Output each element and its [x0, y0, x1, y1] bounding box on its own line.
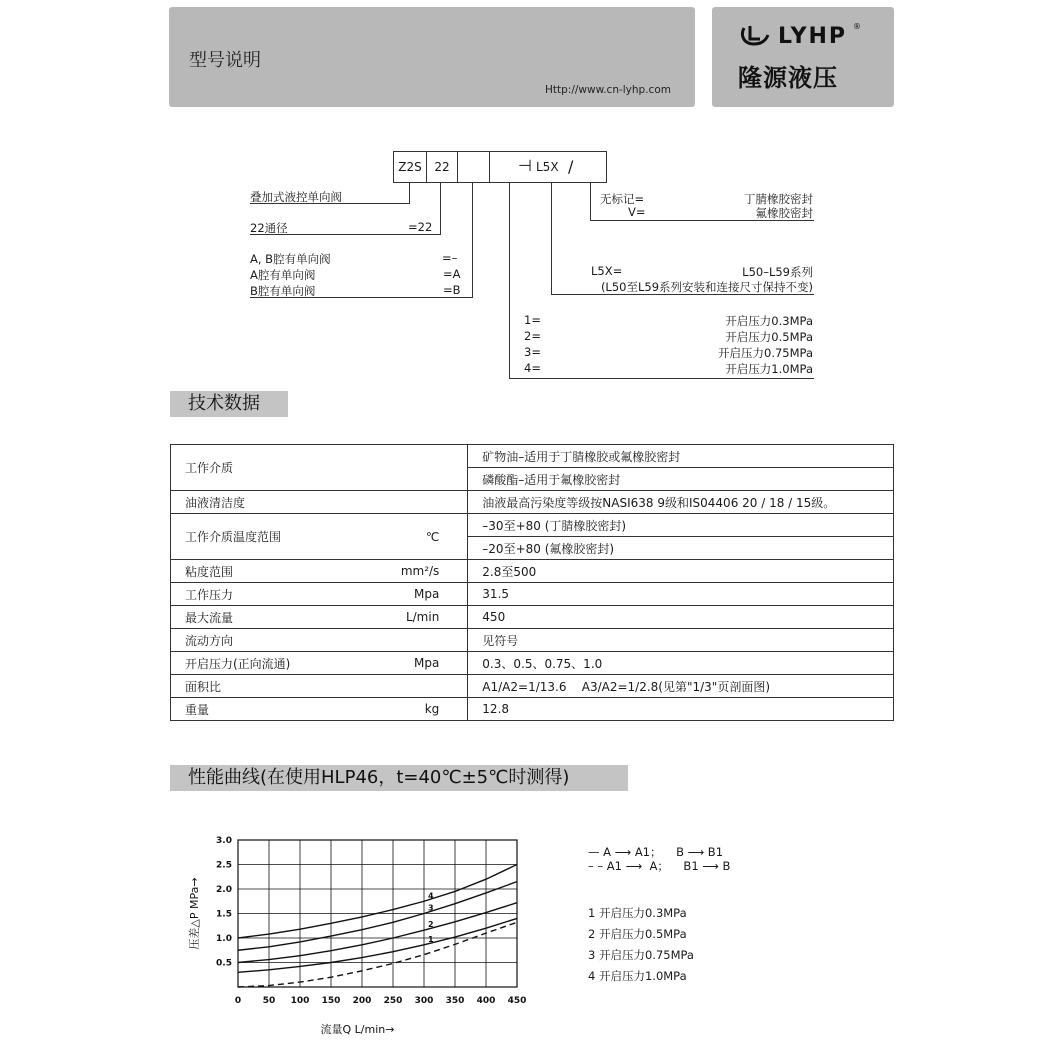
x-tick-label: 150	[321, 996, 341, 1006]
label-seal-v-val: 氟橡胶密封	[755, 206, 813, 220]
table-row	[171, 652, 894, 675]
code-box-z2s: Z2S	[393, 151, 427, 183]
y-tick-label: 2.5	[216, 860, 232, 871]
cell-temp-v2: –20至+80 (氟橡胶密封)	[468, 537, 894, 560]
cell-clean-v: 油液最高污染度等级按NASI638 9级和IS04406 20 / 18 / 15级。	[468, 491, 894, 514]
code-box-separator-icon: ⊣	[518, 156, 532, 175]
label-pressure-val-1: 开启压力0.3MPa	[725, 314, 813, 328]
label-pressure-key-1: 1=	[524, 313, 541, 327]
cell-visc-v: 2.8至500	[468, 560, 894, 583]
x-tick-label: 450	[507, 996, 527, 1006]
cell-open-v: 0.3、0.5、0.75、1.0	[468, 652, 894, 675]
logo-chinese-name: 隆源液压	[738, 64, 838, 92]
legend-item-3: 3 开启压力0.75MPa	[588, 948, 694, 962]
cell-press-name: 工作压力 Mpa	[171, 583, 468, 606]
legend-item-4: 4 开启压力1.0MPa	[588, 969, 687, 983]
label-ab-value: =–	[442, 251, 458, 265]
x-tick-label: 100	[290, 996, 310, 1006]
leader-series-v	[551, 182, 552, 294]
series-label-2: 2	[428, 920, 434, 930]
cell-dir-v: 见符号	[468, 629, 894, 652]
legend-flow-a: — A ⟶ A1； B ⟶ B1	[588, 845, 724, 859]
cell-visc-name: 粘度范围 mm²/s	[171, 560, 468, 583]
series-label-4: 4	[428, 891, 434, 901]
cell-area-v: A1/A2=1/13.6 A3/A2=1/2.8(见第"1/3"页剖面图)	[468, 675, 894, 698]
table-row	[171, 491, 894, 514]
legend-item-2: 2 开启压力0.5MPa	[588, 927, 687, 941]
code-box-series-label: L5X	[536, 160, 559, 174]
table-row	[171, 445, 894, 468]
performance-chart	[180, 825, 540, 1035]
cell-press-v: 31.5	[468, 583, 894, 606]
leader-check-v	[472, 182, 473, 297]
y-tick-label: 0.5	[216, 958, 232, 969]
label-series-val: L50–L59系列	[742, 265, 813, 279]
label-valve-type: 叠加式液控单向阀	[250, 190, 342, 204]
y-tick-label: 1.0	[216, 934, 232, 944]
x-tick-label: 250	[383, 996, 403, 1006]
page-title: 型号说明	[189, 50, 261, 71]
label-pressure-key-2: 2=	[524, 329, 541, 343]
logo-swirl-icon	[738, 22, 778, 48]
cell-weight-unit: kg	[424, 702, 440, 716]
label-b-check: B腔有单向阀	[250, 284, 316, 298]
table-row	[171, 583, 894, 606]
label-pressure-val-2: 开启压力0.5MPa	[725, 330, 813, 344]
section-heading-tech: 技术数据	[170, 391, 288, 417]
table-row	[171, 698, 894, 721]
legend-item-1: 1 开启压力0.3MPa	[588, 906, 687, 920]
cell-dir-name: 流动方向	[171, 629, 468, 652]
x-tick-label: 300	[414, 996, 434, 1006]
x-tick-label: 0	[234, 996, 242, 1006]
code-box-slash-icon: /	[568, 157, 574, 176]
label-pressure-key-3: 3=	[524, 345, 541, 359]
cell-open-name: 开启压力(正向流通) Mpa	[171, 652, 468, 675]
company-logo	[738, 22, 847, 49]
tech-data-table	[170, 444, 894, 721]
table-row	[171, 629, 894, 652]
leader-pressure-h	[509, 378, 814, 379]
cell-flow-unit: L/min	[405, 610, 440, 624]
label-seal-none-key: 无标记=	[600, 192, 645, 206]
registered-mark-icon: ®	[853, 22, 861, 31]
label-bore-value: =22	[408, 220, 433, 234]
table-row	[171, 606, 894, 629]
series-label-3: 3	[428, 903, 434, 913]
label-series-key: L5X=	[591, 264, 623, 278]
cell-flow-name: 最大流量 L/min	[171, 606, 468, 629]
label-pressure-val-4: 开启压力1.0MPa	[725, 362, 813, 376]
label-a-check: A腔有单向阀	[250, 268, 316, 282]
code-box-series	[489, 151, 607, 183]
cell-weight-name: 重量 kg	[171, 698, 468, 721]
label-bore: 22通径	[250, 221, 288, 235]
cell-medium-v1: 矿物油–适用于丁腈橡胶或氟橡胶密封	[468, 445, 894, 468]
label-series-note: (L50至L59系列安装和连接尺寸保持不变)	[600, 280, 813, 294]
x-tick-label: 200	[352, 996, 372, 1006]
y-tick-label: 2.0	[216, 885, 232, 895]
cell-clean-name: 油液清洁度	[171, 491, 468, 514]
section-heading-perf: 性能曲线(在使用HLP46，t=40℃±5℃时测得)	[170, 765, 628, 791]
code-box-check	[457, 151, 490, 183]
cell-temp-unit: ℃	[425, 529, 440, 544]
x-tick-label: 400	[476, 996, 496, 1006]
leader-seal-v	[590, 182, 591, 220]
y-tick-label: 3.0	[216, 836, 232, 846]
x-axis-label: 流量Q L/min→	[320, 1023, 395, 1035]
x-tick-label: 50	[262, 996, 276, 1006]
table-row	[171, 675, 894, 698]
label-pressure-key-4: 4=	[524, 361, 541, 375]
y-tick-label: 1.5	[216, 909, 232, 920]
label-b-value: =B	[443, 283, 461, 297]
x-tick-label: 350	[445, 996, 465, 1006]
leader-pressure-v	[509, 182, 510, 378]
cell-temp-v1: –30至+80 (丁腈橡胶密封)	[468, 514, 894, 537]
cell-weight-v: 12.8	[468, 698, 894, 721]
cell-medium-name: 工作介质	[171, 445, 468, 491]
website-url[interactable]: Http://www.cn-lyhp.com	[545, 84, 671, 96]
logo-latin-text: LYHP	[778, 24, 848, 49]
leader-z2s-v	[409, 182, 410, 203]
label-pressure-val-3: 开启压力0.75MPa	[718, 346, 813, 360]
label-seal-v-key: V=	[628, 205, 646, 219]
cell-area-name: 面积比	[171, 675, 468, 698]
cell-visc-unit: mm²/s	[400, 564, 440, 578]
cell-press-unit: Mpa	[413, 587, 440, 601]
leader-22-v	[440, 182, 441, 234]
cell-open-unit: Mpa	[413, 656, 440, 670]
legend-flow-b: – – A1 ⟶ A； B1 ⟶ B	[588, 859, 731, 873]
table-row	[171, 514, 894, 537]
series-label-1: 1	[428, 934, 434, 944]
code-box-22: 22	[426, 151, 458, 183]
label-seal-none-val: 丁腈橡胶密封	[744, 192, 813, 206]
table-row	[171, 560, 894, 583]
label-a-value: =A	[443, 267, 461, 281]
y-axis-label: 压差△P MPa→	[188, 877, 201, 950]
cell-medium-v2: 磷酸酯–适用于氟橡胶密封	[468, 468, 894, 491]
cell-flow-v: 450	[468, 606, 894, 629]
label-ab-check: A, B腔有单向阀	[250, 252, 331, 266]
cell-temp-name: 工作介质温度范围 ℃	[171, 514, 468, 560]
